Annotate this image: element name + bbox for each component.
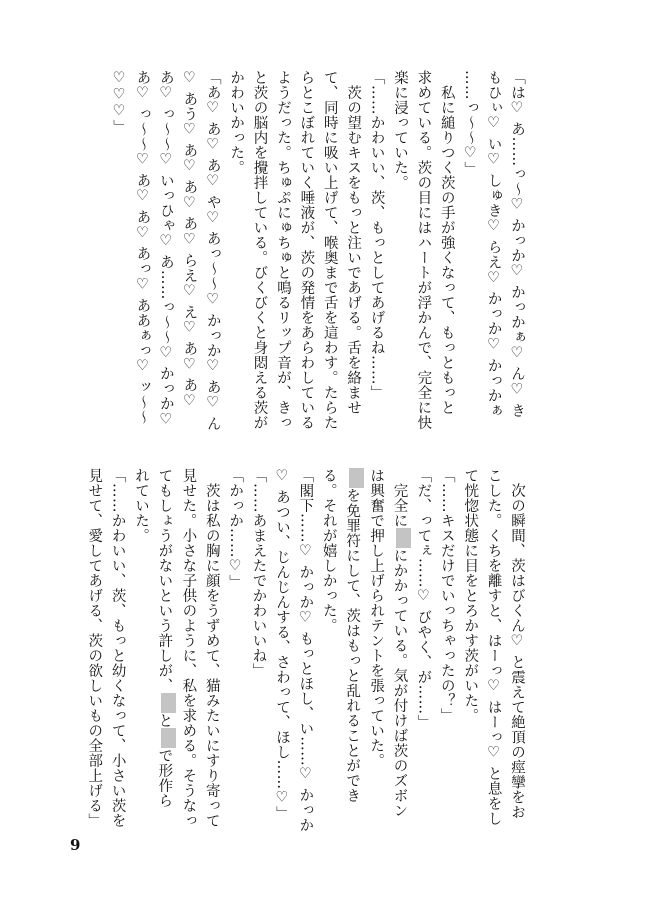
text-line: ♡ あう♡ あ♡ あ♡ あ♡ らえ♡ え♡ あ♡ あ♡ (181, 70, 198, 410)
text-line: らとこぼれていく唾液が、茨の発情をあらわしている (298, 70, 315, 430)
text-line: かわいかった。 (228, 70, 245, 175)
text-line: は興奮で押し上げられテントを張っていた。 (368, 468, 385, 768)
text-line: て恍惚状態に目をとろかす茨がいた。 (462, 468, 479, 723)
text-line: 「だ、ってぇ……♡ びやく、が……」 (415, 468, 432, 730)
text-line: 楽に浸っていた。 (391, 70, 408, 190)
text-line: 見せた。小さな子供のように、私を求める。そうなっ (180, 468, 197, 828)
page-number: 9 (70, 836, 81, 854)
text-block-bottom (86, 468, 528, 838)
text-line: 「閣下……♡ かっか♡ もっとほし、い……♡ かっか (297, 468, 314, 833)
text-line: て、同時に吸い上げて、喉奥まで舌を這わす。たらた (321, 70, 338, 430)
text-line: 「は♡ あ……っ〜♡ かっか♡ かっかぁ♡ ん♡ き (509, 70, 525, 419)
text-line: 「あ♡ あ♡ あ♡ や♡ あっ〜〜♡ かっか♡ あ♡ ん (204, 70, 221, 432)
text-line: る。それが嬉しかった。 (320, 468, 337, 633)
text-line: 「かっか……♡」 (227, 468, 244, 590)
text-line: ……っ〜〜♡」 (462, 70, 479, 177)
text-line: 見せて、愛してあげる、茨の欲しいもの全部上げる」 (86, 468, 103, 828)
text-line: あ♡ っ〜〜♡ あ♡ あ♡ あっ♡ ああぁっ♡ ッ〜〜 (134, 70, 151, 425)
censor-box (161, 693, 176, 713)
text-line: こした。くちを離すと、はーっ♡ はーっ♡ と息をし (485, 468, 502, 827)
text-line: 「……あまえたでかわいいね」 (250, 468, 267, 678)
text-line: ♡ あつい、じんじんする、さわって、ほし……♡」 (273, 468, 290, 822)
text-line: 次の瞬間、茨はびくん♡ と震えて絶頂の痙攣をお (509, 468, 525, 820)
text-line: ようだった。ちゅぷにゅちゅと鳴るリップ音が、きっ (274, 70, 291, 430)
text-line: 「……かわいい、茨、もっと幼くなって、小さい茨を (109, 468, 126, 828)
text-block-top (111, 70, 528, 440)
text-line: 「……キスだけでいっちゃったの？」 (438, 468, 455, 723)
text-line: 私に縋りつく茨の手が強くなって、もっともっと (438, 70, 455, 415)
text-line: れていた。 (133, 468, 149, 543)
text-line: てもしょうがないという許しが、とで形作ら (152, 468, 176, 838)
text-line: ♡♡♡」 (111, 70, 128, 135)
text-line: 茨の望むキスをもっと注いであげる。舌を絡ませ (345, 70, 362, 415)
censor-box (396, 528, 411, 548)
censor-box (161, 728, 176, 748)
text-line: 「……かわいい、茨、もっとしてあげるね……」 (368, 70, 385, 400)
text-line: 茨は私の胸に顔をうずめて、猫みたいにすり寄って (203, 468, 220, 828)
text-line: と茨の脳内を攪拌している。びくびくと身悶える茨が (251, 70, 268, 430)
text-line: を免罪符にして、茨はもっと乱れることができ (340, 468, 364, 838)
text-line: 完全ににかかっている。気が付けば茨のズボン (387, 468, 411, 838)
text-line: あ♡ っ〜〜♡ いっひゃ♡ あ……っ〜〜♡ かっか♡ (157, 70, 174, 428)
censor-box (349, 468, 364, 488)
text-line: もひぃ♡ い♡ しゅき♡ らえ♡ かっか♡ かっかぁ (485, 70, 502, 419)
text-line: 求めている。茨の目にはハートが浮かんで、完全に快 (415, 70, 432, 430)
